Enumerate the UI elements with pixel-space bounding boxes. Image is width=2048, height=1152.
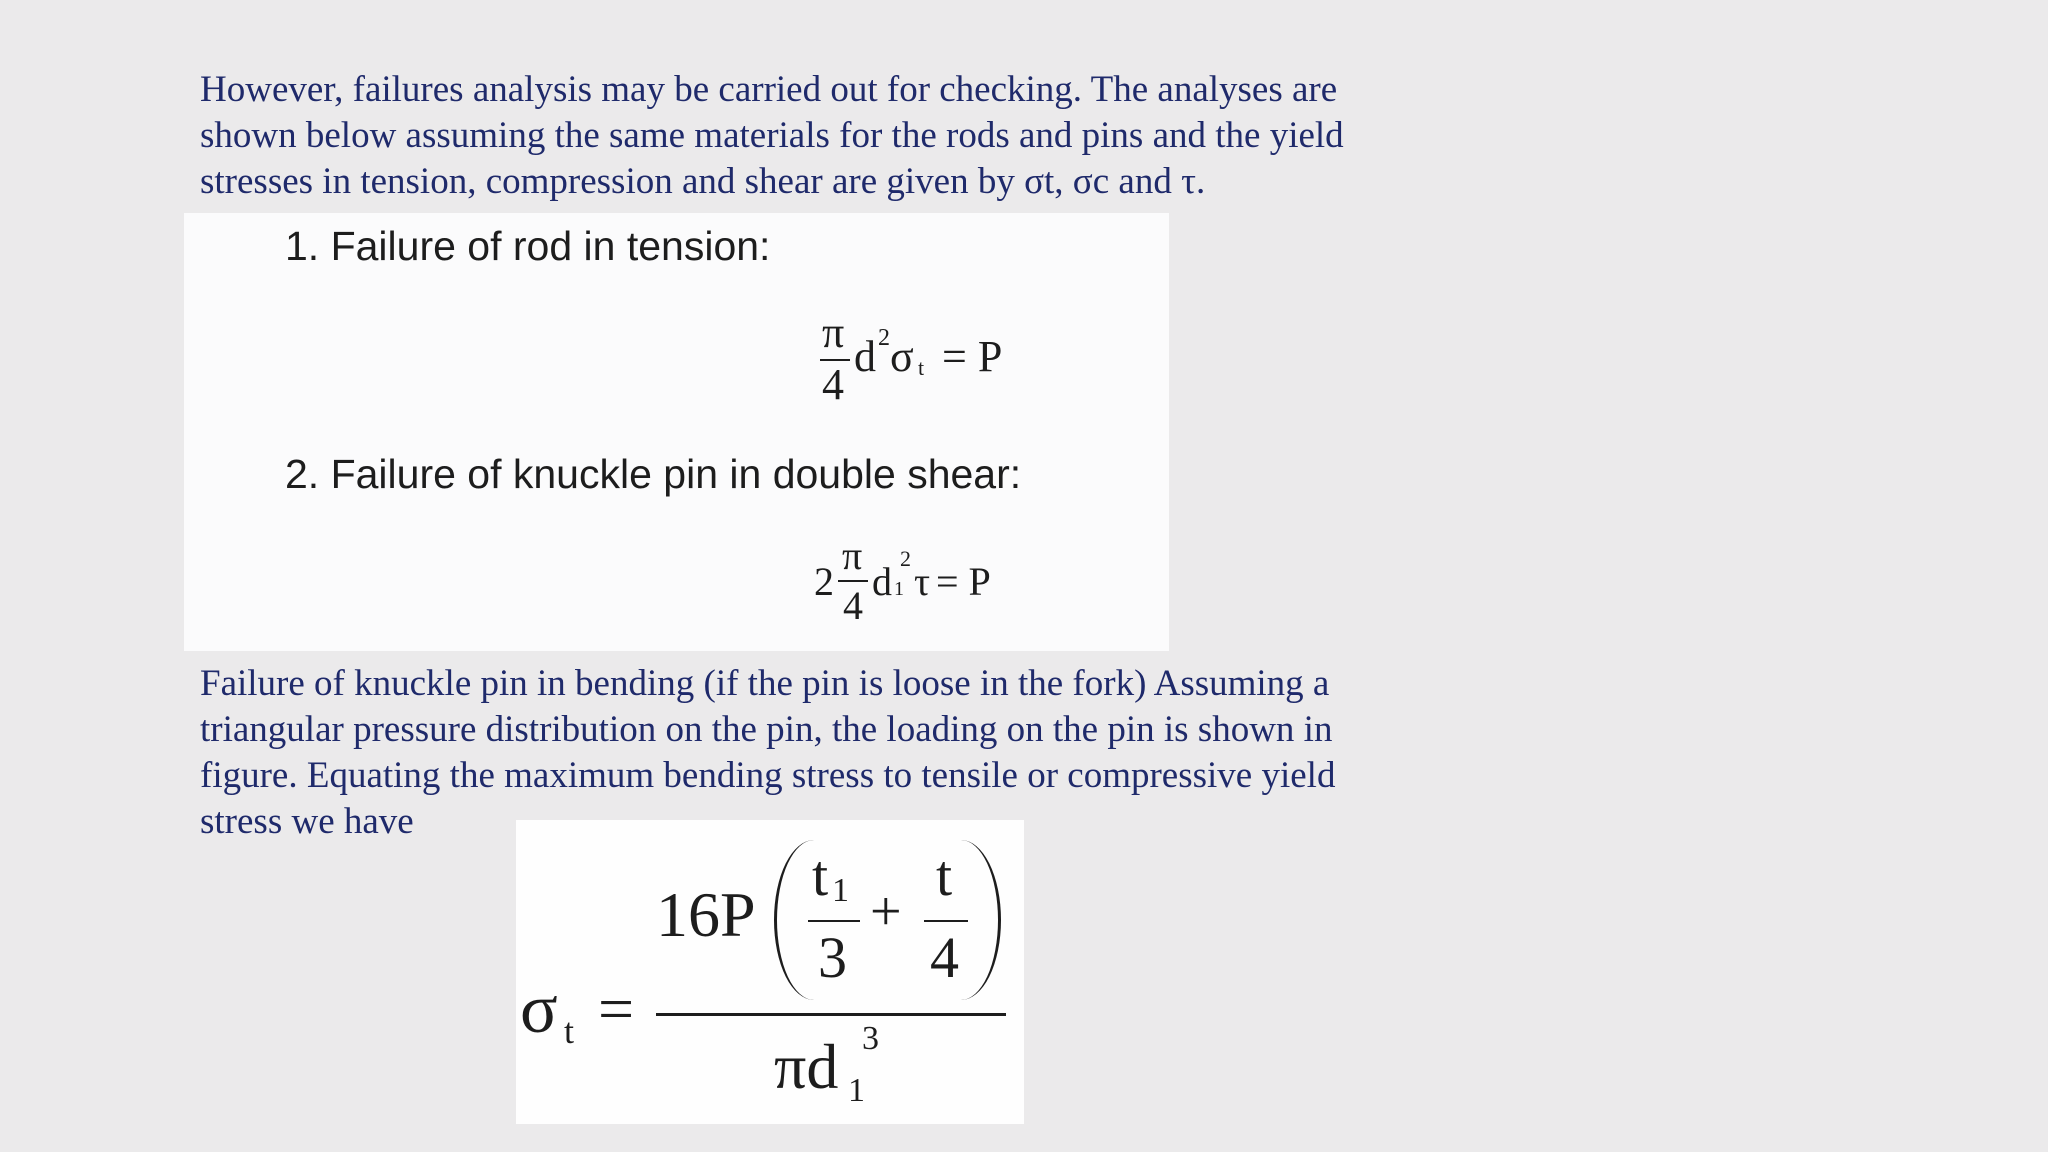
rod-tension-equation xyxy=(814,308,1054,423)
eq2-body: d xyxy=(872,559,892,604)
eq3-t1-den: 3 xyxy=(818,925,847,990)
eq2-numerator: π xyxy=(842,533,863,578)
bending-stress-equation xyxy=(516,820,1024,1124)
intro-line: shown below assuming the same materials for the rods and pins and the yield xyxy=(200,115,1344,156)
eq2-rhs: = P xyxy=(936,559,991,604)
bending-line: figure. Equating the maximum bending stress to tensile or compressive yield xyxy=(200,755,1336,796)
eq2-tau: τ xyxy=(914,559,931,604)
eq2-coef: 2 xyxy=(814,559,834,604)
eq1-rhs: = P xyxy=(942,332,1003,381)
eq3-t1-bar xyxy=(808,920,860,922)
eq1-sub: t xyxy=(918,355,925,380)
bending-line: Failure of knuckle pin in bending (if the pin is loose in the fork) Assuming a xyxy=(200,663,1330,704)
eq3-t1: t xyxy=(812,843,829,908)
eq1-denominator: 4 xyxy=(822,360,844,409)
eq2-sub: 1 xyxy=(894,578,904,600)
eq3-main-bar xyxy=(656,1013,1006,1016)
eq3-lhs: σ xyxy=(520,971,558,1048)
bending-paragraph xyxy=(200,661,1440,845)
eq3-equals: = xyxy=(598,973,635,1044)
bending-line: stress we have xyxy=(200,801,414,842)
eq3-den-sub: 1 xyxy=(848,1072,865,1109)
eq2-denominator: 4 xyxy=(843,583,863,628)
eq3-lhs-sub: t xyxy=(564,1011,575,1051)
eq3-t1-sub: 1 xyxy=(832,872,849,909)
eq1-numerator: π xyxy=(822,308,845,357)
eq3-den-body: πd xyxy=(774,1031,839,1102)
pin-shear-heading: 2. Failure of knuckle pin in double shear: xyxy=(285,451,1022,497)
rod-tension-heading: 1. Failure of rod in tension: xyxy=(285,223,771,269)
bending-line: triangular pressure distribution on the pin, the loading on the pin is shown in xyxy=(200,709,1333,750)
failure-modes-panel xyxy=(184,213,1169,651)
eq1-sup: 2 xyxy=(878,325,890,351)
eq3-right-paren xyxy=(958,840,1001,1000)
eq3-plus: + xyxy=(870,881,902,943)
intro-line: However, failures analysis may be carried out for checking. The analyses are xyxy=(200,69,1338,110)
pin-shear-equation xyxy=(814,533,1054,648)
intro-line: stresses in tension, compression and shear are given by σt, σc and τ. xyxy=(200,161,1206,202)
intro-paragraph xyxy=(200,67,1440,205)
eq1-body: d xyxy=(854,332,876,381)
eq2-sup: 2 xyxy=(900,546,911,571)
bending-equation-box xyxy=(516,820,1024,1124)
eq3-t2: t xyxy=(936,843,953,908)
eq3-t2-den: 4 xyxy=(930,925,959,990)
eq1-sigma: σ xyxy=(890,332,914,381)
eq3-den-sup: 3 xyxy=(862,1020,879,1057)
eq3-coef: 16P xyxy=(656,879,756,950)
